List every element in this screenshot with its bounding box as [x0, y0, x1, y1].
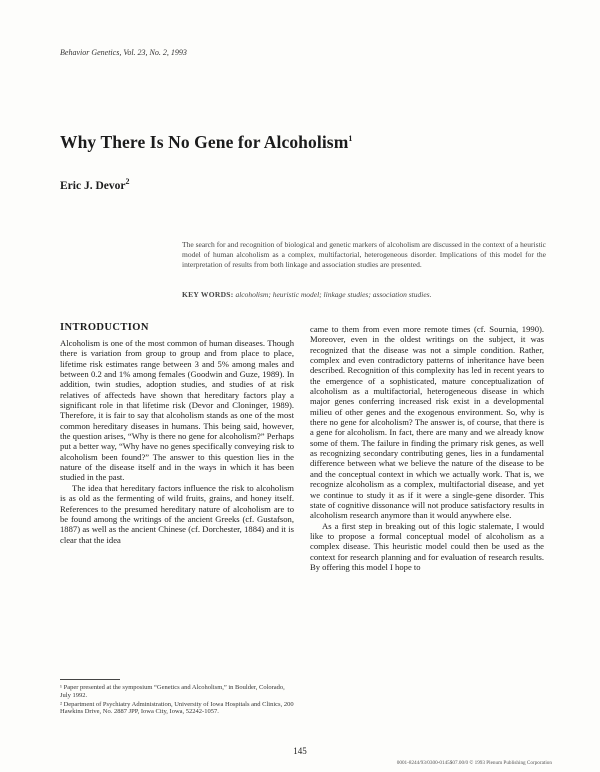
- author-text: Eric J. Devor: [60, 180, 126, 192]
- title-footnote-marker[interactable]: 1: [348, 134, 353, 144]
- author-footnote-marker[interactable]: 2: [125, 177, 130, 187]
- article-title: [60, 132, 352, 153]
- journal-citation: Behavior Genetics, Vol. 23, No. 2, 1993: [60, 48, 187, 57]
- title-text: Why There Is No Gene for Alcoholism: [60, 132, 349, 152]
- keywords: [182, 290, 546, 299]
- keywords-text: alcoholism; heuristic model; linkage studies; association studies.: [235, 290, 432, 299]
- author-name: [60, 177, 130, 192]
- footnotes: [60, 684, 294, 717]
- page-number: 145: [293, 746, 307, 756]
- footnote: ² Department of Psychiatry Administration, University of Iowa Hospitals and Clinics, 200 Hawkins Drive, No. 2887 JPP, Iowa City, Iowa, 52242-1057.: [60, 700, 294, 716]
- copyright-line: 0001-8244/93/0300-0145$07.00/0 © 1993 Plenum Publishing Corporation: [396, 760, 552, 766]
- keywords-label: KEY WORDS:: [182, 290, 234, 299]
- footnote-divider: [60, 679, 120, 680]
- paragraph: came to them from even more remote times (cf. Sournia, 1990). Moreover, even in the oldest writings on the subject, it was recognized that the disease was not a simple condition. Rather, complex and even contradictory patterns of inheritance have been described. Recognition of this complexity has led in recent years to the emergence of a sophisticated, mature conceptualization of alcoholism as a multifactorial, heterogeneous disease in which major genes conferring increased risk exist in a developmental milieu of other genes and the exogenous environment. So, why is there no gene for alcoholism? The answer is, of course, that there is a gene for alcoholism. In fact, there are many and we already know some of them. The failure in finding the primary risk genes, as well as recognizing secondary contributing genes, lies in a fundamental difference between what we believe the nature of the disease to be and the conceptual context in which we actually work. That is, we recognize alcoholism as a complex, multifactorial disease, and yet we continue to study it as if it were a single-gene disorder. This state of cognitive dissonance will not produce satisfactory results in alcoholism research anymore than it would anywhere else.: [310, 324, 544, 521]
- footnote: ¹ Paper presented at the symposium “Genetics and Alcoholism,” in Boulder, Colorado, July 1992.: [60, 684, 285, 699]
- section-heading: INTRODUCTION: [60, 322, 149, 333]
- body-column-left: [60, 338, 294, 545]
- abstract: The search for and recognition of biological and genetic markers of alcoholism are discussed in the context of a heuristic model of human alcoholism as a complex, multifactorial, heterogeneous disorder. Implications of this model for the interpretation of results from both linkage and association studies are presented.: [182, 240, 546, 270]
- paragraph: Alcoholism is one of the most common of human diseases. Though there is variation from group to group and from place to place, lifetime risk estimates range between 3 and 5% among males and between 0.2 and 1% among females (Goodwin and Guze, 1989). In addition, twin studies, adoption studies, and studies of at risk relatives of affecteds have shown that hereditary factors play a significant role in that lifetime risk (Devor and Cloninger, 1989). Therefore, it is fair to say that alcoholism stands as one of the most common hereditary diseases in humans. This being said, however, the question arises, “Why is there no gene for alcoholism?” Perhaps put a better way, “Why have no genes specifically conveying risk to alcoholism been found?” The answer to this question lies in the nature of the disease itself and in the ways in which it has been studied in the past.: [60, 338, 294, 483]
- body-column-right: [310, 324, 544, 572]
- paragraph: As a first step in breaking out of this logic stalemate, I would like to propose a formal conceptual model of alcoholism as a complex disease. This heuristic model could then be used as the context for research planning and for evaluation of research results. By offering this model I hope to: [310, 520, 544, 572]
- paragraph: The idea that hereditary factors influence the risk to alcoholism is as old as the fermenting of wild fruits, grains, and honey itself. References to the presumed hereditary nature of alcoholism are to be found among the writings of the ancient Greeks (cf. Gustafson, 1887) as well as the ancient Chinese (cf. Dorchester, 1884) and it is clear that the idea: [60, 482, 294, 545]
